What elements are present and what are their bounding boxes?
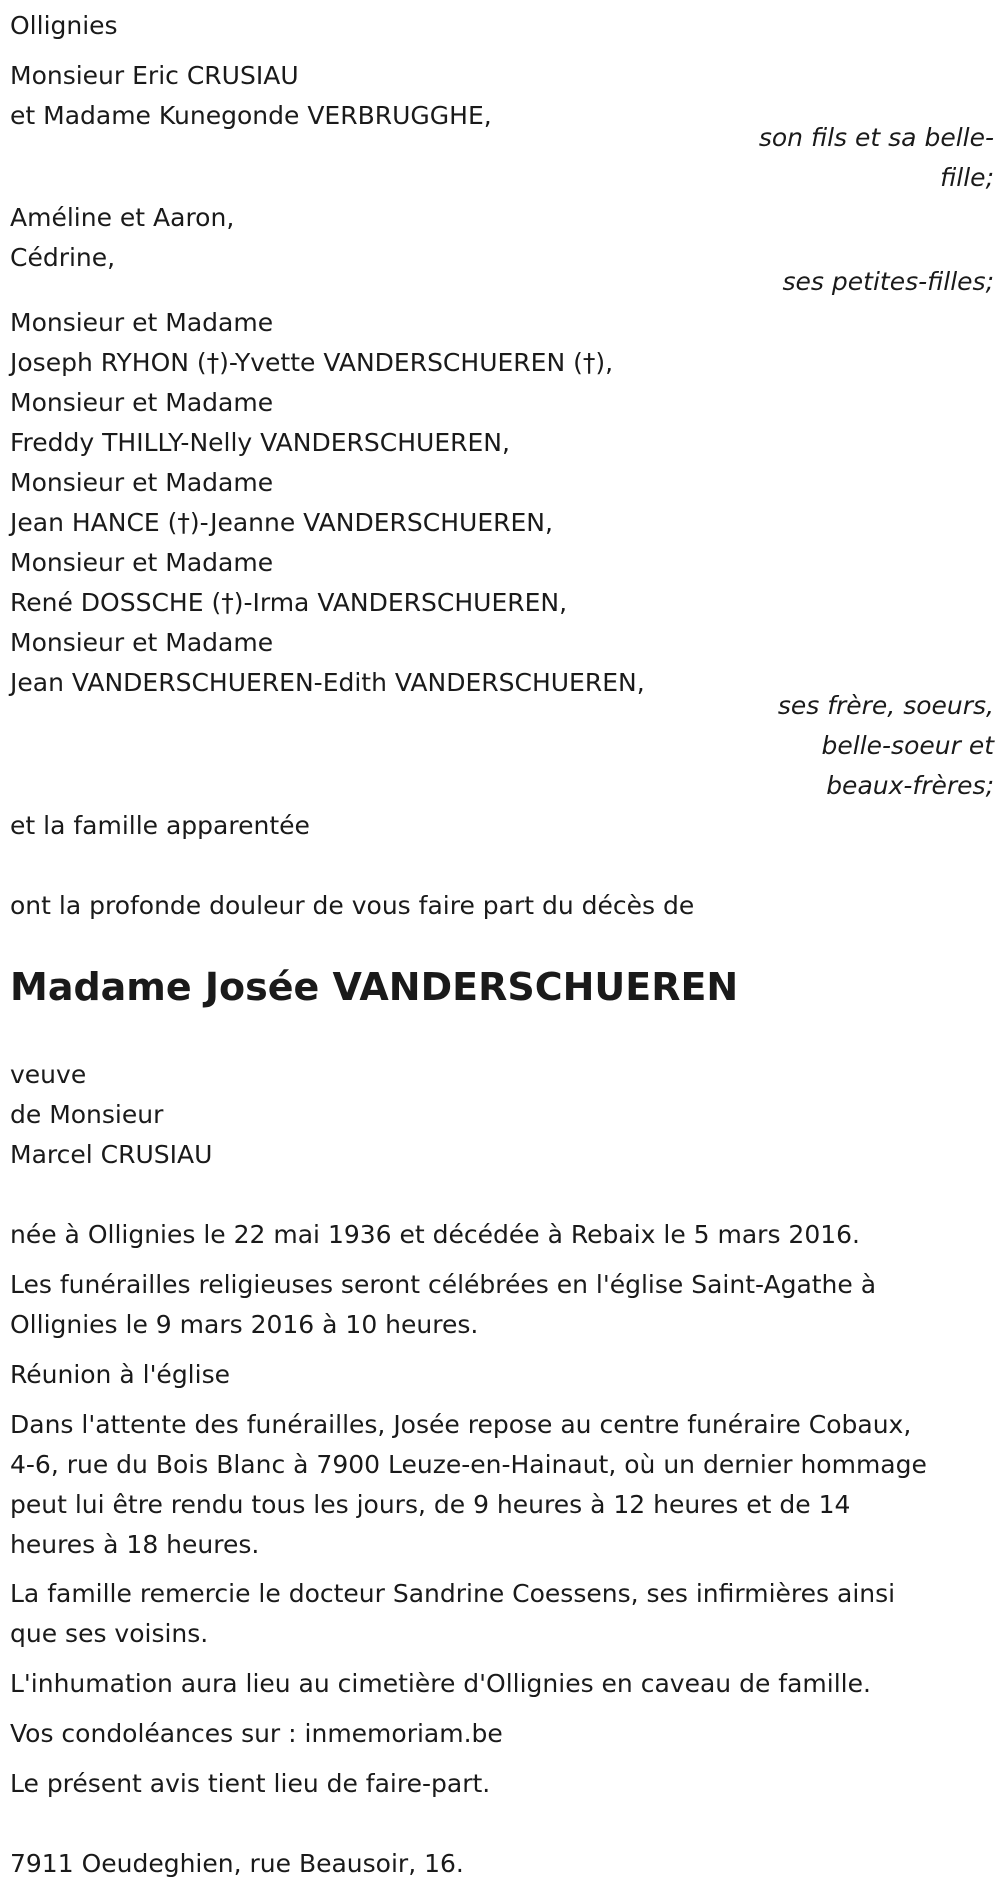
burial-info: L'inhumation aura lieu au cimetière d'Ollignies en caveau de famille. (10, 1669, 871, 1698)
family-line: Cédrine, (10, 243, 116, 272)
widow-of-line: de Monsieur (10, 1100, 164, 1129)
family-line: Monsieur et Madame (10, 628, 274, 657)
condolences-info: Vos condoléances sur : inmemoriam.be (10, 1719, 503, 1748)
relation-label: son fils et sa belle- (758, 123, 994, 152)
viewing-info: heures à 18 heures. (10, 1530, 260, 1559)
family-line: Monsieur Eric CRUSIAU (10, 61, 299, 90)
viewing-info: Dans l'attente des funérailles, Josée repose au centre funéraire Cobaux, (10, 1410, 912, 1439)
relation-label: fille; (940, 163, 994, 192)
family-address: 7911 Oeudeghien, rue Beausoir, 16. (10, 1849, 464, 1878)
thanks-info: que ses voisins. (10, 1619, 209, 1648)
announcement: ont la profonde douleur de vous faire part du décès de (10, 891, 695, 920)
family-line: Améline et Aaron, (10, 203, 235, 232)
family-line: Freddy THILLY-Nelly VANDERSCHUEREN, (10, 428, 510, 457)
funeral-info: Ollignies le 9 mars 2016 à 10 heures. (10, 1310, 479, 1339)
relation-label: ses frère, soeurs, (777, 691, 994, 720)
birth-death-dates: née à Ollignies le 22 mai 1936 et décédée à Rebaix le 5 mars 2016. (10, 1220, 860, 1249)
widow-of-line: Marcel CRUSIAU (10, 1140, 213, 1169)
relation-label: belle-soeur et (821, 731, 994, 760)
thanks-info: La famille remercie le docteur Sandrine Coessens, ses infirmières ainsi (10, 1579, 896, 1608)
meeting-info: Réunion à l'église (10, 1360, 230, 1389)
widow-of-line: veuve (10, 1060, 87, 1089)
locality: Ollignies (10, 11, 118, 40)
deceased-name: Madame Josée VANDERSCHUEREN (10, 965, 739, 1009)
family-line: et Madame Kunegonde VERBRUGGHE, (10, 101, 492, 130)
funeral-info: Les funérailles religieuses seront célébrées en l'église Saint-Agathe à (10, 1270, 877, 1299)
notice-statement: Le présent avis tient lieu de faire-part. (10, 1769, 491, 1798)
family-line: Monsieur et Madame (10, 308, 274, 337)
viewing-info: peut lui être rendu tous les jours, de 9 heures à 12 heures et de 14 (10, 1490, 851, 1519)
family-line: Jean VANDERSCHUEREN-Edith VANDERSCHUEREN, (10, 668, 645, 697)
family-line: René DOSSCHE (†)-Irma VANDERSCHUEREN, (10, 588, 568, 617)
family-line: Monsieur et Madame (10, 468, 274, 497)
relation-label: beaux-frères; (826, 771, 994, 800)
extended-family-line: et la famille apparentée (10, 811, 310, 840)
relation-label: ses petites-filles; (782, 267, 994, 296)
viewing-info: 4-6, rue du Bois Blanc à 7900 Leuze-en-Hainaut, où un dernier hommage (10, 1450, 927, 1479)
family-line: Jean HANCE (†)-Jeanne VANDERSCHUEREN, (10, 508, 553, 537)
family-line: Joseph RYHON (†)-Yvette VANDERSCHUEREN (†), (10, 348, 614, 377)
family-line: Monsieur et Madame (10, 388, 274, 417)
family-line: Monsieur et Madame (10, 548, 274, 577)
